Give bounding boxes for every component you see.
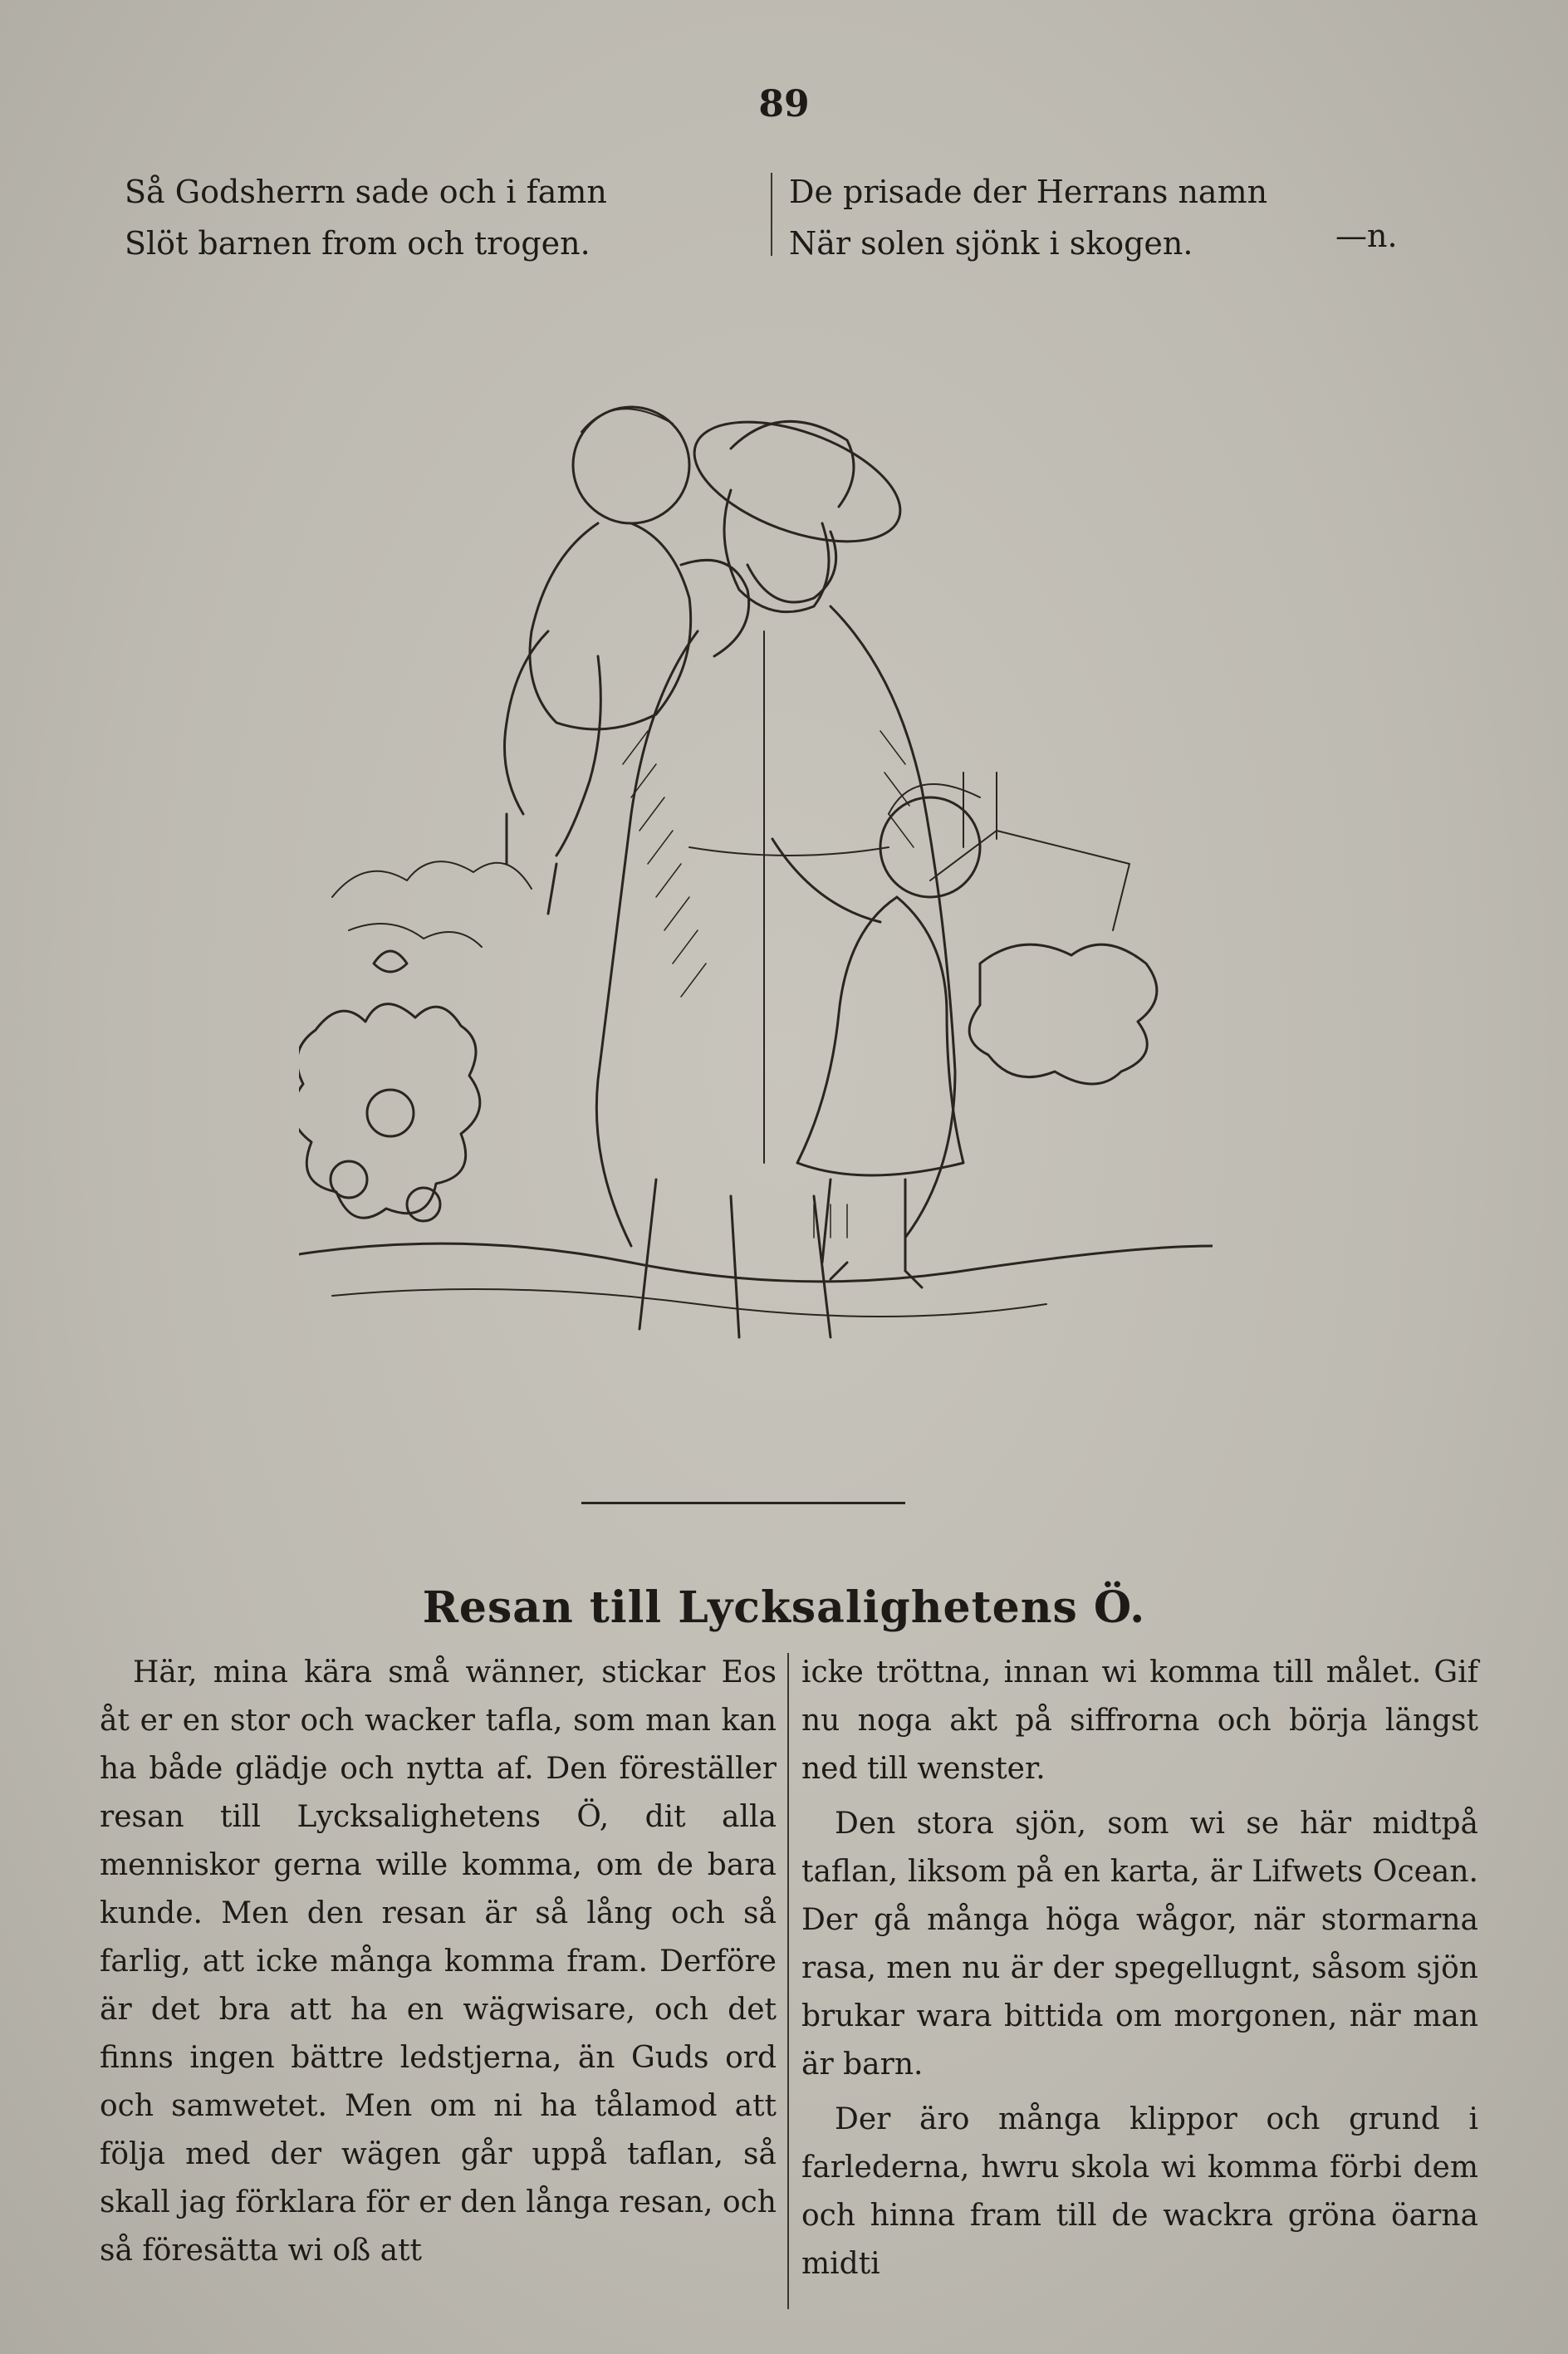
article-column-left — [100, 1649, 777, 2282]
poem-line: De prisade der Herrans namn — [789, 174, 1268, 210]
section-divider — [581, 1502, 905, 1504]
article-title: Resan till Lycksalighetens Ö. — [422, 1582, 1146, 1633]
paragraph: Den stora sjön, som wi se här midtpå taflan, liksom på en karta, är Lifwets Ocean. Der gå många höga wågor, när stormarna rasa, men nu är der spegellugnt, såsom sjön brukar wara bittida om morgonen, när man är barn. — [801, 1807, 1478, 2082]
poem-line: När solen sjönk i skogen. — [789, 225, 1193, 262]
engraving-father-with-children-icon — [299, 382, 1213, 1362]
poem-right-stanza — [789, 166, 1420, 269]
article-column-right — [801, 1649, 1478, 2295]
poem-line: Så Godsherrn sade och i famn — [125, 174, 607, 210]
page-number: 89 — [758, 83, 810, 125]
paragraph: icke tröttna, innan wi komma till målet. Gif nu noga akt på siffrorna och börja längst ned till wenster. — [801, 1655, 1478, 1786]
column-divider — [787, 1653, 789, 2309]
paragraph: Der äro många klippor och grund i farlederna, hwru skola wi komma förbi dem och hinna fram till de wackra gröna öarna midti — [801, 2102, 1478, 2281]
paragraph: Här, mina kära små wänner, stickar Eos åt er en stor och wacker tafla, som man kan ha både glädje och nytta af. Den föreställer resan till Lycksalighetens Ö, dit alla menniskor gerna wille komma, om de bara kunde. Men den resan är så lång och så farlig, att icke många komma fram. Derföre är det bra att ha en wägwisare, och det finns ingen bättre ledstjerna, än Guds ord och samwetet. Men om ni ha tålamod att följa med der wägen går uppå taflan, så skall jag förklara för er den långa resan, och så föresätta wi oß att — [100, 1655, 777, 2268]
poem-left-stanza — [125, 166, 764, 269]
poem-divider — [771, 173, 772, 256]
poem-line: Slöt barnen from och trogen. — [125, 225, 590, 262]
poem-signature: —n. — [1335, 218, 1398, 254]
